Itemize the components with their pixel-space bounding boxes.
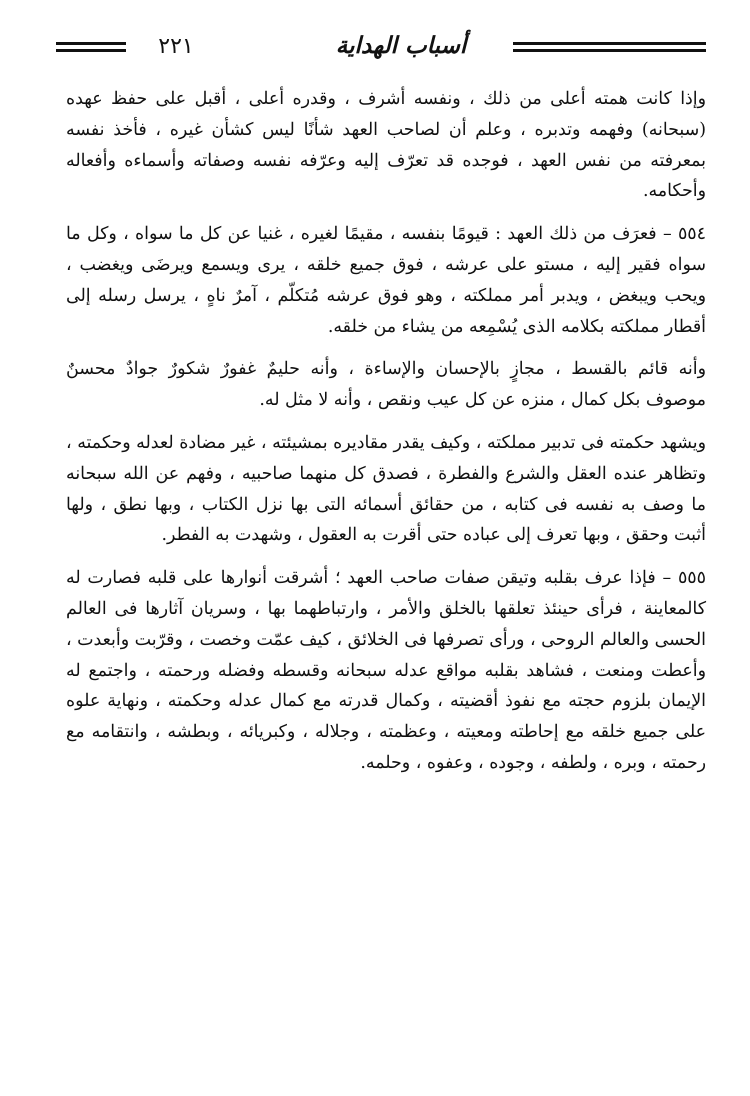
- paragraph: [66, 563, 706, 779]
- paragraph-text: فعرَف من ذلك العهد : قيومًا بنفسه ، مقيمًا لغيره ، غنيا عن كل ما سواه ، وكل ما سواه فقير إليه ، مستو على عرشه ، فوق جميع خلقه ، يرى ويسمع ويرضَى ويغضب ، ويحب ويبغض ، ويدبر أمر مملكته ، وهو فوق عرشه مُتكلّم ، آمرٌ ناهٍ ، يرسل رسله إلى أقطار مملكته بكلامه الذى يُسْمِعه من يشاء من خلقه.: [66, 224, 706, 337]
- header-rule-right: [513, 42, 706, 52]
- paragraph-text: وإذا كانت همته أعلى من ذلك ، ونفسه أشرف ، وقدره أعلى ، أقبل على حفظ عهده (سبحانه) وفهمه وتدبره ، وعلم أن لصاحب العهد شأنًا ليس كشأن غيره ، فأخذ نفسه بمعرفته من نفس العهد ، فوجده قد تعرّف إليه وعرّفه نفسه وصفاته وأسماءه وأفعاله وأحكامه.: [66, 89, 706, 202]
- paragraph-number: ٥٥٤ –: [662, 224, 706, 245]
- paragraph: [66, 219, 706, 342]
- page-number: ٢٢١: [158, 34, 194, 59]
- paragraph: [66, 84, 706, 207]
- paragraph-text: وأنه قائم بالقسط ، مجازٍ بالإحسان والإساءة ، وأنه حليمٌ غفورٌ شكورٌ جوادٌ محسنٌ موصوف بكل كمال ، منزه عن كل عيب ونقص ، وأنه لا مثل له.: [66, 359, 706, 411]
- paragraph: [66, 354, 706, 416]
- paragraph: [66, 428, 706, 551]
- body-text: [66, 84, 706, 791]
- running-title: أسباب الهداية: [335, 32, 467, 59]
- paragraph-text: ويشهد حكمته فى تدبير مملكته ، وكيف يقدر مقاديره بمشيئته ، غير مضادة لعدله وحكمته ، وتظاهر عنده العقل والشرع والفطرة ، فصدق كل منهما صاحبيه ، وفهم عن الله سبحانه ما وصف به نفسه فى كتابه ، من حقائق أسمائه التى بها نزل الكتاب ، وبها نطق ، ولها أثبت وحقق ، وبها تعرف إلى عباده حتى أقرت به العقول ، وشهدت به الفطر.: [66, 432, 706, 546]
- paragraph-text: فإذا عرف بقلبه وتيقن صفات صاحب العهد ؛ أشرقت أنوارها على قلبه فصارت له كالمعاينة ، فرأى حينئذ تعلقها بالخلق والأمر ، وارتباطهما بها ، وسريان آثارها فى العالم الحسى والعالم الروحى ، ورأى تصرفها فى الخلائق ، كيف عمّت وخصت ، وقرّبت وأبعدت ، وأعطت ومنعت ، فشاهد بقلبه مواقع عدله سبحانه وقسطه وفضله ورحمته ، واجتمع له الإيمان بلزوم حجته مع نفوذ أقضيته ، وكمال قدرته مع كمال عدله وحكمته ، ونهاية علوه على جميع خلقه مع إحاطته ومعيته ، وعظمته ، وجلاله ، وكبريائه ، وبطشه ، وانتقامه مع رحمته ، وبره ، ولطفه ، وجوده ، وعفوه ، وحلمه.: [66, 568, 706, 773]
- header-rule-left: [56, 42, 126, 52]
- running-header: [56, 26, 706, 70]
- paragraph-number: ٥٥٥ –: [662, 568, 706, 589]
